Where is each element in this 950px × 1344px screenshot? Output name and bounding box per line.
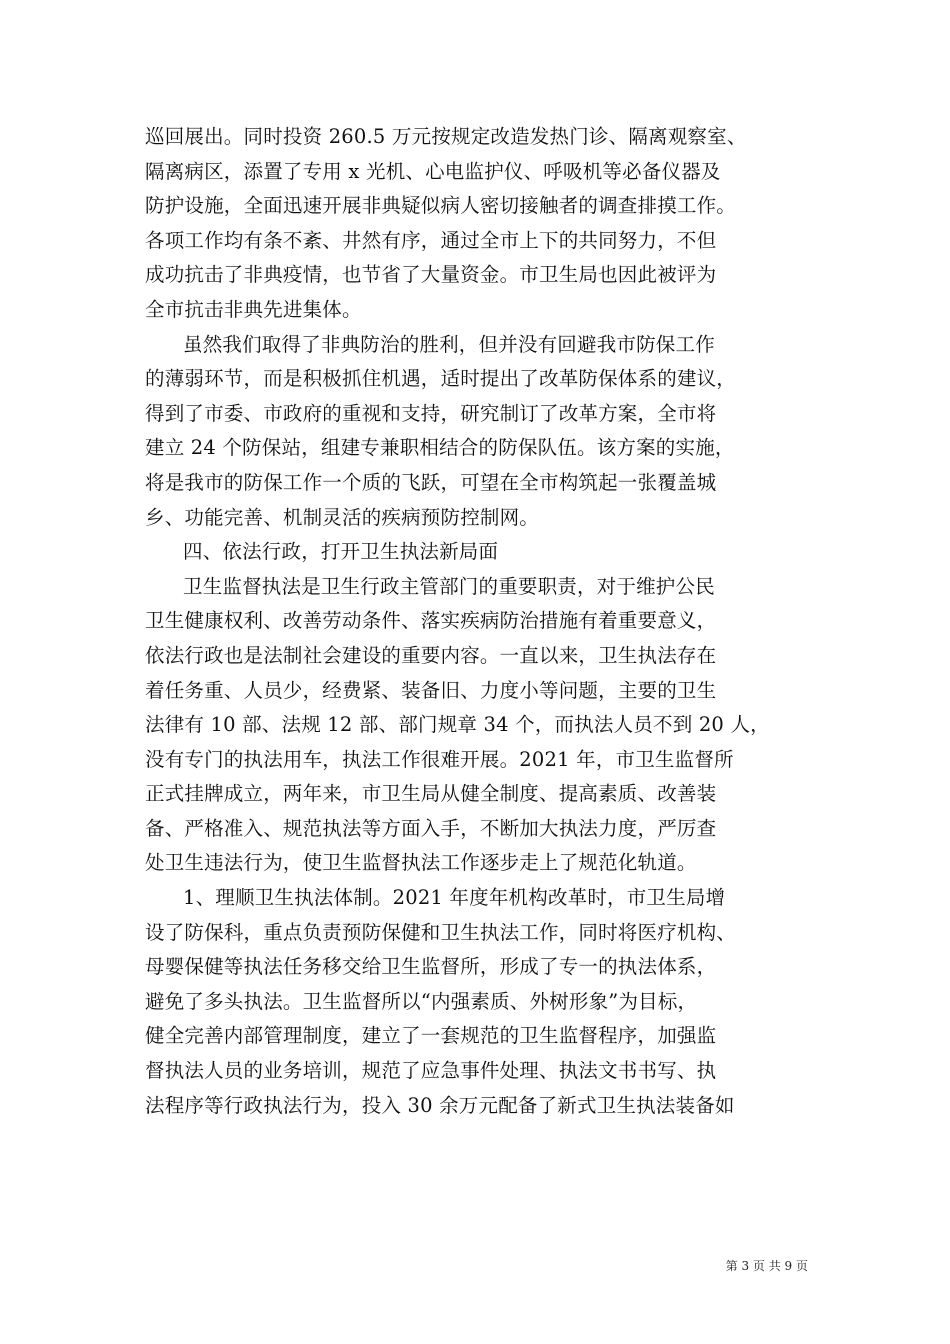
text-line: 母婴保健等执法任务移交给卫生监督所，形成了专一的执法体系， bbox=[145, 955, 717, 979]
text-line: 处卫生违法行为，使卫生监督执法工作逐步走上了规范化轨道。 bbox=[145, 851, 697, 875]
text-line: 法程序等行政执法行为，投入 30 余万元配备了新式卫生执法装备如 bbox=[145, 1093, 735, 1117]
text-line: 四、依法行政，打开卫生执法新局面 bbox=[183, 540, 499, 564]
page-number: 第 3 页 共 9 页 bbox=[725, 1259, 808, 1273]
text-line: 巡回展出。同时投资 260.5 万元按规定改造发热门诊、隔离观察室、 bbox=[145, 125, 747, 148]
text-line: 1、理顺卫生执法体制。2021 年度年机构改革时，市卫生局增 bbox=[183, 886, 726, 910]
text-line: 督执法人员的业务培训，规范了应急事件处理、执法文书书写、执 bbox=[145, 1059, 717, 1083]
document-body bbox=[145, 120, 810, 1123]
text-line: 卫生健康权利、改善劳动条件、落实疾病防治措施有着重要意义， bbox=[145, 609, 717, 633]
text-line: 各项工作均有条不紊、井然有序，通过全市上下的共同努力，不但 bbox=[145, 228, 717, 252]
text-line: 乡、功能完善、机制灵活的疾病预防控制网。 bbox=[145, 505, 540, 529]
text-line: 正式挂牌成立，两年来，市卫生局从健全制度、提高素质、改善装 bbox=[145, 782, 717, 806]
text-line: 健全完善内部管理制度，建立了一套规范的卫生监督程序，加强监 bbox=[145, 1024, 717, 1048]
text-line: 建立 24 个防保站，组建专兼职相结合的防保队伍。该方案的实施， bbox=[145, 436, 735, 460]
text-line: 依法行政也是法制社会建设的重要内容。一直以来，卫生执法存在 bbox=[145, 643, 717, 667]
text-line: 的薄弱环节，而是积极抓住机遇，适时提出了改革防保体系的建议， bbox=[145, 367, 737, 391]
text-line: 没有专门的执法用车，执法工作很难开展。2021 年，市卫生监督所 bbox=[145, 747, 734, 771]
text-line: 设了防保科，重点负责预防保健和卫生执法工作，同时将医疗机构、 bbox=[145, 920, 737, 944]
text-line: 法律有 10 部、法规 12 部、部门规章 34 个，而执法人员不到 20 人， bbox=[145, 713, 770, 737]
text-line: 得到了市委、市政府的重视和支持，研究制订了改革方案，全市将 bbox=[145, 401, 717, 425]
text-line: 隔离病区，添置了专用 x 光机、心电监护仪、呼吸机等必备仪器及 bbox=[145, 159, 721, 183]
text-line: 虽然我们取得了非典防治的胜利，但并没有回避我市防保工作 bbox=[183, 332, 715, 356]
text-line: 卫生监督执法是卫生行政主管部门的重要职责，对于维护公民 bbox=[183, 574, 715, 598]
text-line: 避免了多头执法。卫生监督所以“内强素质、外树形象”为目标， bbox=[145, 989, 698, 1013]
text-line: 着任务重、人员少，经费紧、装备旧、力度小等问题，主要的卫生 bbox=[145, 678, 717, 702]
text-line: 将是我市的防保工作一个质的飞跃，可望在全市构筑起一张覆盖城 bbox=[145, 470, 717, 494]
text-line: 成功抗击了非典疫情，也节省了大量资金。市卫生局也因此被评为 bbox=[145, 263, 717, 287]
text-line: 备、严格准入、规范执法等方面入手，不断加大执法力度，严厉查 bbox=[145, 816, 717, 840]
text-line: 防护设施，全面迅速开展非典疑似病人密切接触者的调查排摸工作。 bbox=[145, 194, 737, 218]
text-line: 全市抗击非典先进集体。 bbox=[145, 297, 362, 321]
